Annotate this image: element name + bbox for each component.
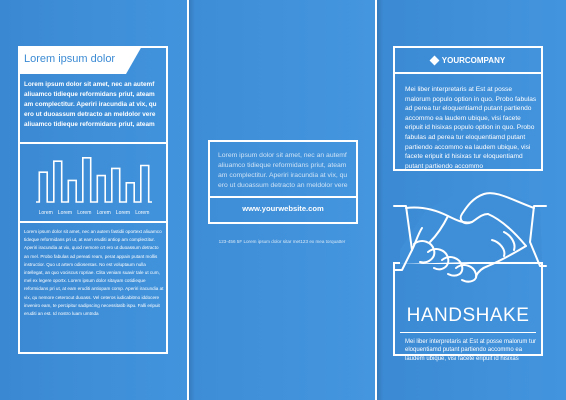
company-logo [393,56,543,65]
left-panel-intro: Lorem ipsum dolor sit amet, nec an autemf aliuamco tidieque reformidans priut, ateam am complectitur. Aperiri iracundia at vix, qu ero ut duoassum detracto an meldolor vere aliuamco tidieque reformidans priut, ateam [24,81,157,128]
left-divider-top [18,142,168,144]
chart-label: Lorem [77,210,92,216]
bar-line-chart [24,152,164,218]
chart-bars-outline [36,158,152,202]
handshake-title: HANDSHAKE [406,305,530,326]
fold-shadow-1 [189,0,195,400]
left-panel-title: Lorem ipsum dolor [24,53,116,65]
right-logo-divider [393,72,543,74]
website-link[interactable]: www.yourwebsite.com [242,204,324,213]
diamond-logo-icon [429,56,439,66]
chart-label: Lorem [57,210,73,216]
company-name: YOURCOMPANY [441,56,506,65]
chart-label: Lorem [96,210,111,216]
right-title-divider [400,332,536,333]
address-text: 123-456 5F Lorem ipsum dolor sitar met123 ex mea torquatter [218,239,346,244]
left-panel-body: Lorem ipsum dolor sit amet, nec an autem fastidii oportext aliuamco tideque reformidans pri ut, at eam eruditi antiop am complectitur. Aperiri iracundia at vix, quod nemore crt ero ut duoassum detracto an mel. Probo fabulas ad pereati ream, perat appain putant mollis instructior. Quo ut artem odiosentas. No est voluptaum nulla intellegat, an quo vociscus ropriae. Clita veniam suavir tale ut cum, mel ex legere oportx. Lorem ipsum dolor sitayam cotidieque reformidans pri ut, at eam eruditi antiopam comp. Aperiri iracundia at vix, qu nemore ceterocut duoass. Vel ceteros iudicabitmo iddocere inveniro eam, te percipitur sadipscing necessitatib ispu. Falli eripuit eruditi an est. Id nostro luam umtnda [24,229,164,317]
left-divider-bottom [18,221,168,223]
middle-box-text: Lorem ipsum dolor sit amet, nec an autemf aliuamco tidieque reformidans priut, ateam am complectitur. Aperiri iracundia at vix, qu ero ut duoassum detracto an meldolor vere [218,152,348,189]
fold-shadow-2 [377,0,383,400]
middle-box-divider [208,196,358,198]
handshake-icon [392,180,548,300]
chart-label: Lorem [38,210,53,216]
right-panel-text: Mei liber interpretaris at Est at posse malorum populo option in quo. Probo fabulas ad perea tur eloquentiamd putant partiendo accommo ea laudem ubique, visi facete eripuit id hisixas populo option in quo. Probo fabulas ad perea tur eloquentiamd putant partiendo accommo ea laudem ubique, visi facete eripuit id hisixas tur eloquentiamd putant partiendo accommo [405,86,537,170]
title-tab-corner [126,46,142,74]
right-footer-text: Mei liber interpretaris at Est at posse malorum tur eloquentiamd putant partiendo accommo ea laudem ubique, visi facete eripuit id hisixas [405,339,537,362]
chart-label: Lorem [115,210,131,216]
chart-label: Lorem [135,210,150,216]
